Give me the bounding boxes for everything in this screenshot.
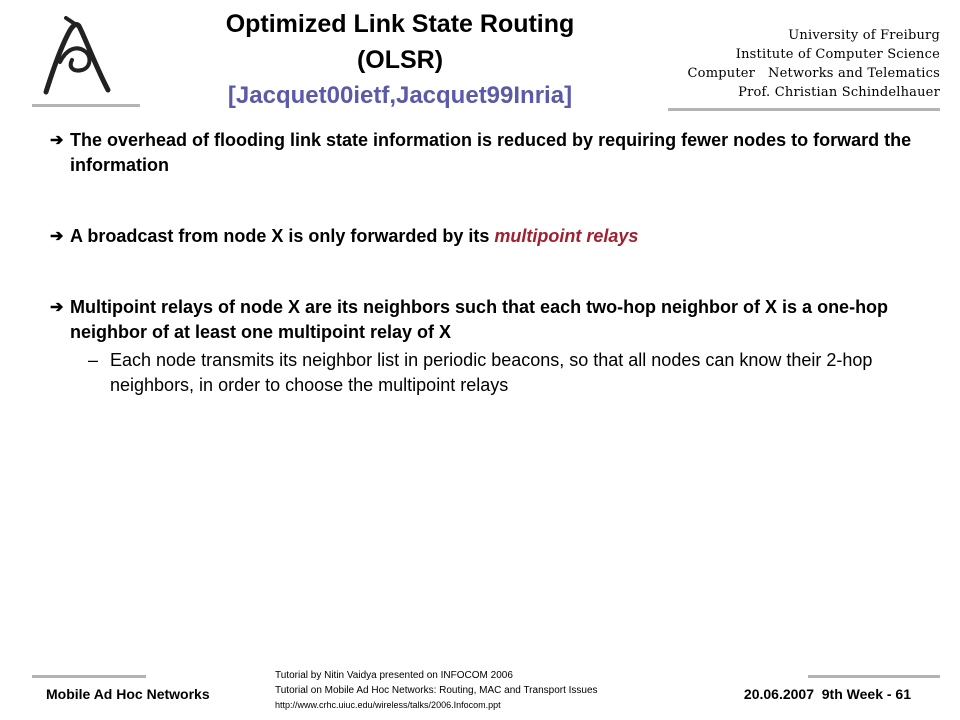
title-line-2: (OLSR): [356, 46, 444, 74]
footer-rule-right: [808, 675, 940, 678]
footer-date-page: 20.06.2007 9th Week - 61: [743, 686, 911, 702]
title-line-1: Optimized Link State Routing: [225, 10, 575, 38]
arrow-bullet-icon: ➔: [50, 132, 64, 149]
university-line: Prof. Christian Schindelhauer: [738, 85, 940, 100]
dash-marker: –: [88, 350, 99, 370]
footer-rule-left: [32, 675, 146, 678]
university-line: University of Freiburg: [788, 28, 940, 43]
bullet-item: [50, 128, 930, 178]
credit-url[interactable]: http://www.crhc.uiuc.edu/wireless/talks/2006.Infocom.ppt: [275, 700, 501, 710]
title-citation: [Jacquet00ietf,Jacquet99Inria]: [227, 82, 573, 109]
slide-content: [50, 128, 930, 398]
slide-title: [140, 6, 660, 114]
bullet-item: [50, 224, 930, 249]
bullet-text: A broadcast from node X is only forwarded by its: [70, 226, 495, 246]
university-logo-icon: [38, 12, 118, 98]
bullet-text: The overhead of flooding link state information is reduced by requiring fewer nodes to forward the information: [70, 130, 912, 175]
footer-credits: [275, 668, 598, 713]
sub-bullet-text: Each node transmits its neighbor list in periodic beacons, so that all nodes can know their 2-hop neighbors, in order to choose the multipoint relays: [110, 350, 873, 395]
university-line: Institute of Computer Science: [735, 47, 940, 62]
header-rule-right: [668, 108, 940, 111]
arrow-bullet-icon: ➔: [50, 228, 64, 245]
bullet-item: [50, 295, 930, 345]
footer-course: Mobile Ad Hoc Networks: [46, 686, 210, 702]
arrow-bullet-icon: ➔: [50, 299, 64, 316]
sub-bullet-item: [50, 348, 930, 398]
highlight-text: multipoint relays: [494, 226, 639, 246]
university-block: [660, 26, 940, 102]
credit-line: Tutorial by Nitin Vaidya presented on INFOCOM 2006: [275, 670, 513, 681]
header-rule-left: [32, 104, 140, 107]
bullet-text: Multipoint relays of node X are its neighbors such that each two-hop neighbor of X is a one-hop neighbor of at least one multipoint relay of X: [70, 297, 889, 342]
university-line: Computer Networks and Telematics: [687, 66, 940, 81]
credit-line: Tutorial on Mobile Ad Hoc Networks: Routing, MAC and Transport Issues: [275, 685, 598, 696]
